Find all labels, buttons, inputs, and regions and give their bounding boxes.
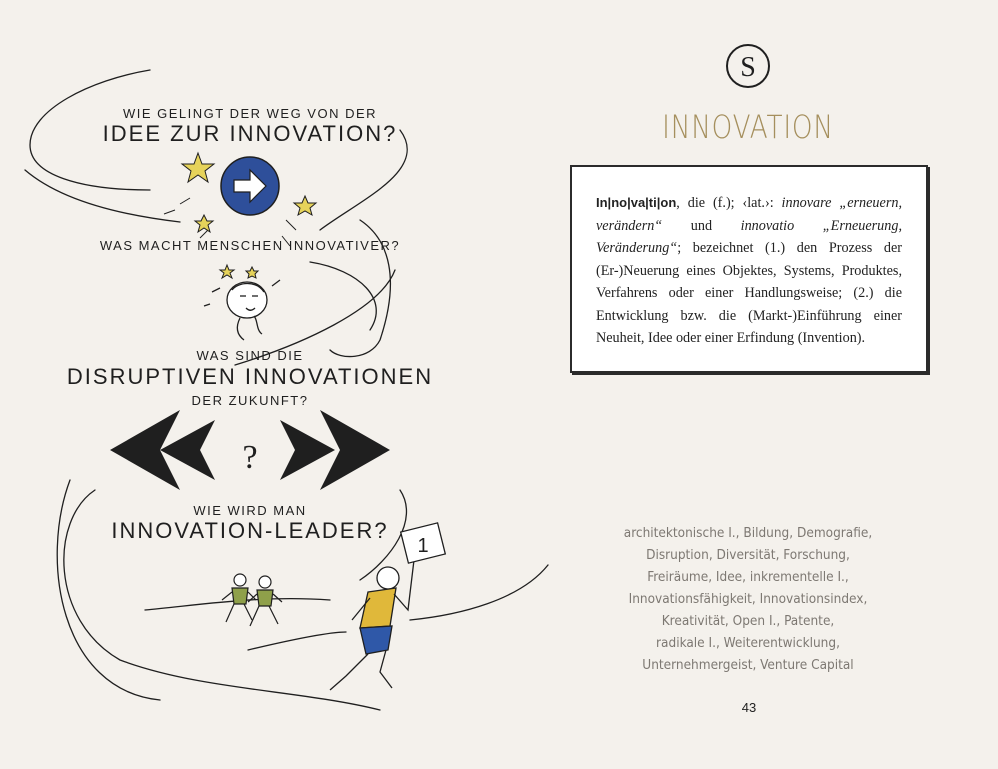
page-title: INNOVATION [662, 108, 834, 146]
definition-headword: In|no|va|ti|on [596, 195, 677, 210]
question-1: IDEE ZUR INNOVATION? [102, 121, 398, 146]
leader-runner-icon [330, 560, 414, 690]
keyword-line: Freiräume, Idee, inkrementelle I., [647, 569, 849, 585]
s-logo-icon [724, 42, 772, 90]
keyword-line: Disruption, Diversität, Forschung, [646, 547, 850, 563]
keyword-line: architektonische I., Bildung, Demografie, [623, 525, 873, 541]
question-3: DISRUPTIVEN INNOVATIONEN [66, 364, 434, 389]
arrow-right-circle-icon [221, 157, 279, 215]
svg-text:1: 1 [417, 535, 429, 557]
keyword-line: Unternehmergeist, Venture Capital [642, 657, 854, 673]
question-3-outro: DER ZUKUNFT? [191, 393, 309, 408]
question-4-intro: WIE WIRD MAN [193, 503, 307, 518]
keyword-line: Kreativität, Open I., Patente, [661, 613, 835, 629]
keyword-list [600, 522, 896, 676]
definition-text: In|no|va|ti|on, die (f.); ‹lat.›: innovare „erneuern, verändern“ und innovatio „Erneuerung, Veränderung“; bezeichnet (1.) den Prozess der (Er-)Neuerung eines Objektes, Systems, Produktes, Verfahrens oder einer Handlungsweise; (2.) die Entwicklung bzw. die (Markt-)Einführung einer Neuheit, Idee oder einer Erfindung (Invention). [596, 195, 902, 346]
question-1-intro: WIE GELINGT DER WEG VON DER [122, 106, 378, 121]
page-number: 43 [741, 700, 757, 715]
question-4: INNOVATION-LEADER? [111, 518, 389, 543]
thinking-person-icon [204, 280, 280, 340]
svg-text:S: S [740, 52, 756, 83]
swirl-line [25, 170, 180, 222]
keyword-line: radikale I., Weiterentwicklung, [656, 635, 840, 651]
swirl-line [248, 632, 346, 650]
question-mark: ? [242, 439, 258, 476]
keyword-line: Innovationsfähigkeit, Innovationsindex, [628, 591, 868, 607]
question-2: WAS MACHT MENSCHEN INNOVATIVER? [99, 238, 401, 253]
swirl-line [410, 565, 548, 620]
question-3-intro: WAS SIND DIE [196, 348, 304, 363]
